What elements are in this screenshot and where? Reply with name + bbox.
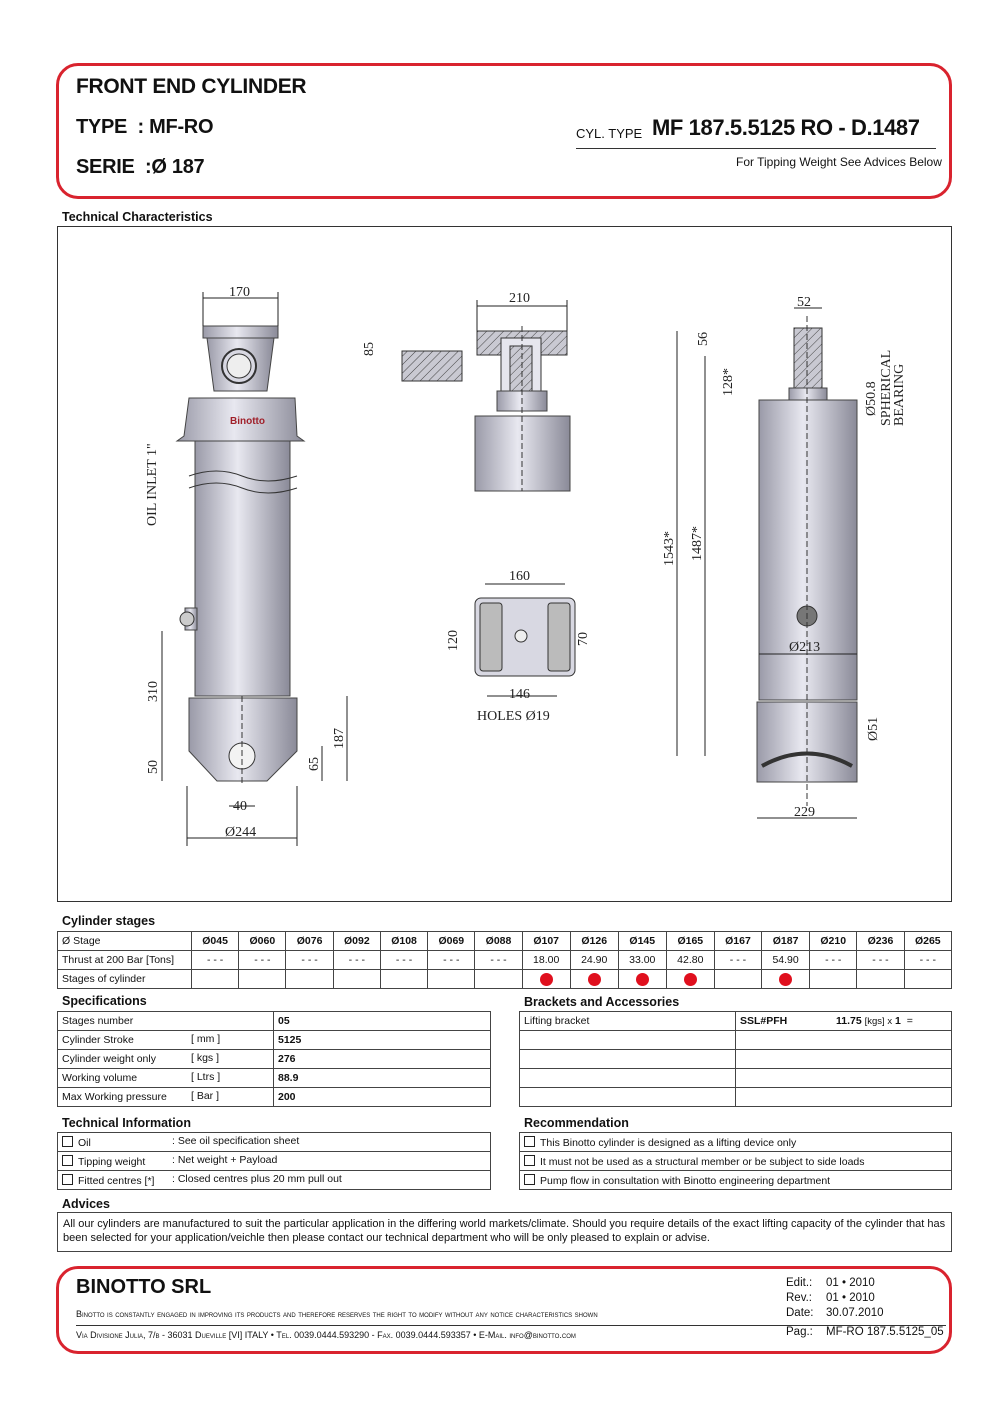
table-row: [58, 1171, 491, 1190]
left-view: [145, 285, 347, 846]
stage-active-cell: [475, 970, 522, 989]
stage-diameter: Ø236: [857, 932, 904, 951]
table-row: [520, 1069, 952, 1088]
spec-label: [58, 1012, 274, 1031]
checkbox-icon: [524, 1174, 535, 1185]
advices-text: All our cylinders are manufactured to suit the particular application in the differing world markets/climate. Should you require details of the exact lifting capacity of the cylinder that has been selected for your application/veichle then please contact our technical department who will be only pleased to explain or advise.: [63, 1218, 946, 1244]
holes-label: HOLES Ø19: [477, 709, 550, 724]
dim-213: Ø213: [789, 640, 821, 655]
stage-thrust: - - -: [475, 951, 522, 970]
table-row: [58, 1152, 491, 1171]
recommendation-cell: [520, 1133, 952, 1152]
dim-146: 146: [509, 687, 530, 702]
stage-thrust: 33.00: [618, 951, 666, 970]
table-row: [58, 1031, 491, 1050]
rev-label: Rev.:: [786, 1292, 812, 1304]
stage-diameter: Ø045: [192, 932, 239, 951]
stage-thrust: - - -: [714, 951, 761, 970]
center-view: [362, 291, 570, 491]
table-row: [58, 1133, 491, 1152]
techinfo-value: : Net weight + Payload: [172, 1154, 278, 1166]
stage-thrust: 42.80: [666, 951, 714, 970]
stage-diameter: Ø145: [618, 932, 666, 951]
spec-value: 88.9: [274, 1069, 491, 1088]
spec-label: [58, 1031, 274, 1050]
row-label: Ø Stage: [58, 932, 192, 951]
stage-active-cell: [239, 970, 286, 989]
dim-50: 50: [146, 760, 161, 774]
stage-thrust: - - -: [857, 951, 904, 970]
tech-char-label: Technical Characteristics: [62, 210, 213, 224]
bracket-code: SSL#PFH: [740, 1015, 788, 1027]
brackets-table: [519, 1011, 952, 1107]
active-stage-dot: [636, 973, 649, 986]
active-stage-dot: [588, 973, 601, 986]
recommendation-text: Pump flow in consultation with Binotto engineering department: [540, 1174, 831, 1187]
right-view: [662, 295, 907, 820]
stage-diameter: Ø060: [239, 932, 286, 951]
techinfo-label: Tipping weight: [78, 1155, 146, 1168]
checkbox-icon: [62, 1155, 73, 1166]
cyl-type-value: MF 187.5.5125 RO - D.1487: [652, 115, 920, 140]
recommendation-title: Recommendation: [524, 1116, 629, 1130]
spec-label-text: Stages number: [62, 1015, 134, 1027]
oil-inlet-label: OIL INLET 1": [145, 443, 160, 526]
footer-meta: [786, 1276, 944, 1340]
edit-value: 01 • 2010: [826, 1277, 875, 1289]
stage-diameter: Ø088: [475, 932, 522, 951]
bracket-view: [446, 569, 591, 724]
footer-address: Via Divisione Julia, 7/b - 36031 Dueville [VI] ITALY • Tel. 0039.0444.593290 - Fax. 0039.0444.593357 • E-Mail. info@binotto.com: [76, 1330, 576, 1340]
dim-128: 128*: [721, 368, 736, 396]
header-note: For Tipping Weight See Advices Below: [736, 155, 942, 169]
advices-box: [57, 1212, 952, 1252]
bracket-unit: [kgs] x: [864, 1016, 893, 1027]
stage-active-cell: [570, 970, 618, 989]
stage-active-cell: [762, 970, 810, 989]
stage-diameter: Ø210: [810, 932, 857, 951]
specifications-title: Specifications: [62, 994, 147, 1008]
bracket-weight: 11.75: [836, 1015, 862, 1027]
techinfo-label: Oil: [78, 1136, 91, 1149]
dim-56: 56: [696, 332, 711, 346]
cylinder-stages-table: [57, 931, 952, 989]
recommendation-cell: [520, 1171, 952, 1190]
stage-thrust: - - -: [239, 951, 286, 970]
spec-label: [58, 1088, 274, 1107]
spec-unit: [ mm ]: [191, 1033, 221, 1045]
stage-thrust: - - -: [192, 951, 239, 970]
doc-title: FRONT END CYLINDER: [76, 75, 307, 98]
row-label: Thrust at 200 Bar [Tons]: [58, 951, 192, 970]
bracket-detail: [736, 1012, 952, 1031]
bracket-qty: 1: [895, 1015, 901, 1027]
stage-thrust: 54.90: [762, 951, 810, 970]
checkbox-icon: [524, 1136, 535, 1147]
stage-diameter: Ø076: [286, 932, 333, 951]
active-stage-dot: [684, 973, 697, 986]
techinfo-cell: [58, 1152, 491, 1171]
spec-unit: [ Bar ]: [191, 1090, 220, 1102]
spec-label-text: Max Working pressure: [62, 1091, 167, 1103]
recommendation-text: This Binotto cylinder is designed as a lifting device only: [540, 1136, 797, 1149]
stage-thrust: - - -: [810, 951, 857, 970]
stage-thrust: - - -: [380, 951, 427, 970]
table-row: [520, 1088, 952, 1107]
stages-active-row: [58, 970, 952, 989]
dim-1487: 1487*: [690, 526, 705, 561]
stage-active-cell: [810, 970, 857, 989]
cylinder-stages-title: Cylinder stages: [62, 914, 156, 928]
bracket-eq: =: [906, 1015, 913, 1027]
techinfo-label: Fitted centres [*]: [78, 1174, 155, 1187]
dim-229: 229: [794, 805, 815, 820]
dim-51: Ø51: [866, 716, 881, 741]
dim-244: Ø244: [225, 825, 257, 840]
edit-label: Edit.:: [786, 1277, 813, 1289]
date-value: 30.07.2010: [826, 1307, 884, 1319]
stage-active-cell: [714, 970, 761, 989]
recommendation-cell: [520, 1152, 952, 1171]
stage-diameter: Ø265: [904, 932, 951, 951]
footer-disclaimer: Binotto is constantly engaged in improving its products and therefore reserves the right to modify without any notice characteristics shown: [76, 1309, 598, 1319]
techinfo-cell: [58, 1171, 491, 1190]
spec-unit: [ Ltrs ]: [191, 1071, 221, 1083]
spherical-label: SPHERICAL: [879, 349, 894, 426]
thrust-row: [58, 951, 952, 970]
stage-diameter: Ø165: [666, 932, 714, 951]
stage-active-cell: [380, 970, 427, 989]
table-row: [520, 1133, 952, 1152]
row-label: Stages of cylinder: [58, 970, 192, 989]
brackets-title: Brackets and Accessories: [524, 995, 680, 1009]
stage-active-cell: [857, 970, 904, 989]
cyl-type-label: CYL. TYPE: [576, 126, 643, 141]
checkbox-icon: [62, 1136, 73, 1147]
stage-diameter: Ø167: [714, 932, 761, 951]
techinfo-cell: [58, 1133, 491, 1152]
spec-value: 5125: [274, 1031, 491, 1050]
table-row: [58, 1069, 491, 1088]
header-rule: [576, 148, 936, 149]
stage-thrust: - - -: [286, 951, 333, 970]
dim-85: 85: [362, 342, 377, 356]
table-row: [58, 1050, 491, 1069]
dim-1543: 1543*: [662, 531, 677, 566]
spec-value: 05: [274, 1012, 491, 1031]
table-row: [58, 1012, 491, 1031]
technical-drawing: [57, 226, 952, 902]
stage-active-cell: [428, 970, 475, 989]
stage-active-cell: [904, 970, 951, 989]
type-line: TYPE : MF-RO: [76, 116, 214, 138]
dim-65: 65: [307, 757, 322, 771]
bracket-item-label: Lifting bracket: [520, 1012, 736, 1031]
advices-title: Advices: [62, 1197, 110, 1211]
stage-active-cell: [333, 970, 380, 989]
technical-info-title: Technical Information: [62, 1116, 191, 1130]
stage-thrust: - - -: [904, 951, 951, 970]
stage-thrust: 18.00: [522, 951, 570, 970]
table-row: [520, 1171, 952, 1190]
pag-label: Pag.:: [786, 1326, 813, 1338]
bearing-label: BEARING: [892, 363, 907, 426]
stage-diameter: Ø108: [380, 932, 427, 951]
dim-160: 160: [509, 569, 530, 584]
spec-value: 200: [274, 1088, 491, 1107]
dim-40: 40: [233, 799, 247, 814]
stage-diameter: Ø126: [570, 932, 618, 951]
spec-label-text: Working volume: [62, 1072, 138, 1084]
dim-210: 210: [509, 291, 530, 306]
bracket-weight-group: [836, 1015, 913, 1027]
pag-value: MF-RO 187.5.5125_05: [826, 1326, 944, 1338]
dim-50-8: Ø50.8: [864, 381, 879, 416]
table-row: [520, 1152, 952, 1171]
checkbox-icon: [524, 1155, 535, 1166]
techinfo-value: : See oil specification sheet: [172, 1135, 300, 1147]
spec-label-text: Cylinder weight only: [62, 1053, 156, 1065]
stage-diameter: Ø187: [762, 932, 810, 951]
spec-label: [58, 1050, 274, 1069]
stage-active-cell: [286, 970, 333, 989]
active-stage-dot: [540, 973, 553, 986]
table-row: [520, 1012, 952, 1031]
dim-52: 52: [797, 295, 811, 310]
company-name: BINOTTO SRL: [76, 1276, 212, 1298]
recommendation-text: It must not be used as a structural member or be subject to side loads: [540, 1155, 865, 1168]
spec-label: [58, 1069, 274, 1088]
dim-310: 310: [146, 681, 161, 702]
stage-thrust: - - -: [333, 951, 380, 970]
stage-active-cell: [192, 970, 239, 989]
dim-187: 187: [332, 728, 347, 749]
techinfo-value: : Closed centres plus 20 mm pull out: [172, 1173, 342, 1185]
spec-unit: [ kgs ]: [191, 1052, 220, 1064]
table-row: [58, 1088, 491, 1107]
dim-70: 70: [576, 632, 591, 646]
spec-value: 276: [274, 1050, 491, 1069]
stage-diameter: Ø092: [333, 932, 380, 951]
stage-active-cell: [618, 970, 666, 989]
technical-info-table: [57, 1132, 491, 1190]
stage-diameter: Ø107: [522, 932, 570, 951]
active-stage-dot: [779, 973, 792, 986]
dim-120: 120: [446, 630, 461, 651]
stage-active-cell: [522, 970, 570, 989]
serie-line: SERIE :Ø 187: [76, 156, 205, 178]
date-label: Date:: [786, 1307, 814, 1319]
stage-diameter: Ø069: [428, 932, 475, 951]
checkbox-icon: [62, 1174, 73, 1185]
rev-value: 01 • 2010: [826, 1292, 875, 1304]
brand-label: Binotto: [230, 416, 265, 427]
stage-thrust: - - -: [428, 951, 475, 970]
stage-thrust: 24.90: [570, 951, 618, 970]
recommendation-table: [519, 1132, 952, 1190]
dim-170: 170: [229, 285, 250, 300]
stage-row: [58, 932, 952, 951]
table-row: [520, 1031, 952, 1050]
specifications-table: [57, 1011, 491, 1107]
table-row: [520, 1050, 952, 1069]
spec-label-text: Cylinder Stroke: [62, 1034, 134, 1046]
stage-active-cell: [666, 970, 714, 989]
